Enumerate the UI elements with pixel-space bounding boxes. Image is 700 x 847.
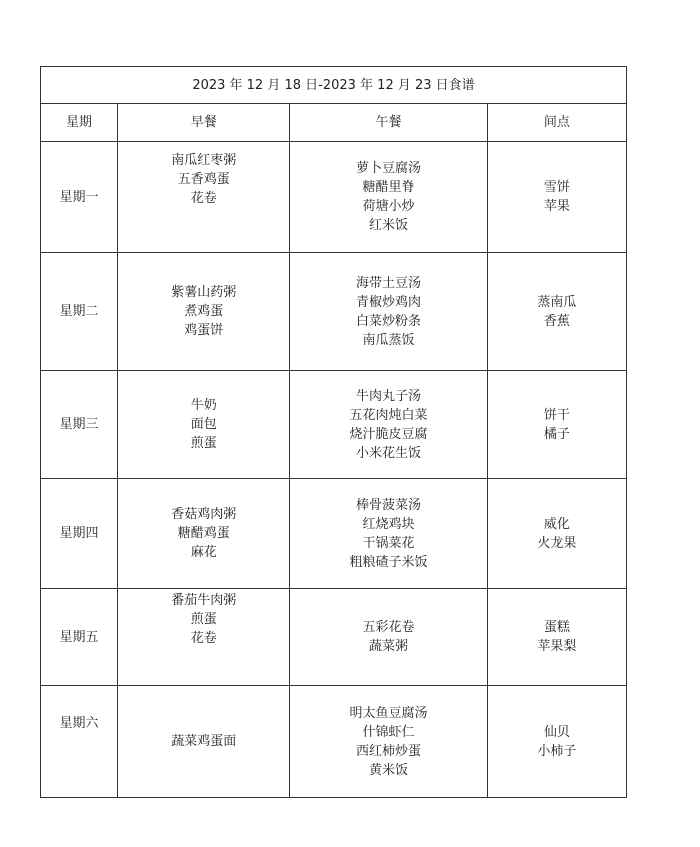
snack-item: 小柿子 [537, 743, 577, 759]
day-cell [41, 253, 118, 371]
lunch-item: 粗粮碴子米饭 [349, 554, 428, 570]
lunch-item: 青椒炒鸡肉 [356, 294, 422, 310]
header-snack: 间点 [487, 104, 626, 142]
lunch-item: 西红柿炒蛋 [356, 743, 422, 759]
lunch-cell [290, 479, 487, 589]
lunch-item: 棒骨菠菜汤 [356, 497, 422, 513]
lunch-item: 干锅菜花 [362, 535, 415, 551]
lunch-item: 萝卜豆腐汤 [356, 161, 422, 176]
day-cell [41, 371, 118, 479]
breakfast-item: 蔬菜鸡蛋面 [171, 734, 237, 749]
snack-item: 蛋糕 [543, 620, 570, 635]
breakfast-item: 牛奶 [190, 398, 217, 413]
snack-cell [487, 371, 626, 479]
lunch-cell [290, 142, 487, 253]
day-label: 星期六 [59, 716, 99, 731]
menu-row [41, 686, 627, 798]
lunch-cell [290, 253, 487, 371]
breakfast-cell [118, 371, 290, 479]
breakfast-item: 煎蛋 [190, 436, 217, 451]
day-label: 星期五 [59, 629, 99, 645]
snack-cell [487, 589, 626, 686]
snack-item: 苹果梨 [537, 639, 577, 654]
lunch-cell [290, 686, 487, 798]
snack-item: 橘子 [543, 426, 570, 442]
breakfast-item: 麻花 [190, 545, 217, 560]
header-day: 星期 [41, 104, 118, 142]
day-cell [41, 479, 118, 589]
lunch-item: 什锦虾仁 [362, 724, 415, 740]
menu-row [41, 371, 627, 479]
day-label: 星期三 [59, 417, 99, 432]
snack-item: 雪饼 [543, 180, 570, 195]
menu-row [41, 253, 627, 371]
breakfast-cell [118, 479, 290, 589]
header-breakfast: 早餐 [118, 104, 290, 142]
snack-cell [487, 142, 626, 253]
lunch-item: 白菜炒粉条 [356, 313, 422, 329]
lunch-item: 黄米饭 [369, 762, 409, 778]
lunch-item: 五花肉炖白菜 [349, 407, 428, 423]
snack-cell [487, 686, 626, 798]
breakfast-cell [118, 253, 290, 371]
breakfast-item: 香菇鸡肉粥 [171, 507, 237, 522]
breakfast-item: 五香鸡蛋 [177, 171, 230, 187]
breakfast-cell [118, 686, 290, 798]
menu-row [41, 142, 627, 253]
lunch-item: 海带土豆汤 [356, 275, 422, 291]
lunch-item: 牛肉丸子汤 [356, 388, 422, 404]
breakfast-cell [118, 589, 290, 686]
snack-cell [487, 253, 626, 371]
breakfast-item: 番茄牛肉粥 [171, 592, 237, 608]
breakfast-item: 糖醋鸡蛋 [177, 526, 230, 541]
breakfast-item: 紫薯山药粥 [171, 285, 237, 300]
breakfast-item: 鸡蛋饼 [184, 323, 224, 338]
day-label: 星期四 [59, 526, 99, 541]
menu-row [41, 589, 627, 686]
breakfast-item: 煎蛋 [190, 611, 217, 627]
lunch-item: 荷塘小炒 [362, 199, 415, 214]
lunch-item: 蔬菜粥 [369, 639, 409, 654]
menu-body [41, 142, 627, 798]
lunch-item: 糖醋里脊 [362, 180, 415, 195]
snack-item: 苹果 [543, 199, 570, 214]
lunch-item: 红米饭 [369, 218, 409, 233]
menu-table [40, 66, 627, 798]
snack-item: 火龙果 [537, 535, 577, 551]
breakfast-cell [118, 142, 290, 253]
breakfast-item: 面包 [190, 417, 217, 432]
day-cell [41, 686, 118, 798]
lunch-item: 小米花生饭 [356, 445, 422, 461]
lunch-item: 烧汁脆皮豆腐 [349, 426, 428, 442]
lunch-item: 五彩花卷 [362, 620, 415, 635]
lunch-item: 明太鱼豆腐汤 [349, 705, 428, 721]
breakfast-item: 煮鸡蛋 [184, 304, 224, 319]
day-cell [41, 142, 118, 253]
breakfast-item: 南瓜红枣粥 [171, 152, 237, 168]
menu-row [41, 479, 627, 589]
snack-item: 香蕉 [543, 313, 570, 329]
snack-item: 仙贝 [543, 724, 570, 740]
day-label: 星期一 [59, 189, 99, 205]
lunch-cell [290, 371, 487, 479]
lunch-item: 南瓜蒸饭 [362, 332, 415, 348]
menu-title: 2023 年 12 月 18 日-2023 年 12 月 23 日食谱 [41, 67, 627, 104]
breakfast-item: 花卷 [190, 630, 217, 646]
header-lunch: 午餐 [290, 104, 487, 142]
day-cell [41, 589, 118, 686]
snack-item: 蒸南瓜 [537, 294, 577, 310]
snack-item: 威化 [543, 516, 570, 532]
lunch-cell [290, 589, 487, 686]
snack-item: 饼干 [543, 407, 570, 423]
day-label: 星期二 [59, 304, 99, 319]
snack-cell [487, 479, 626, 589]
lunch-item: 红烧鸡块 [362, 516, 415, 532]
breakfast-item: 花卷 [190, 190, 217, 206]
